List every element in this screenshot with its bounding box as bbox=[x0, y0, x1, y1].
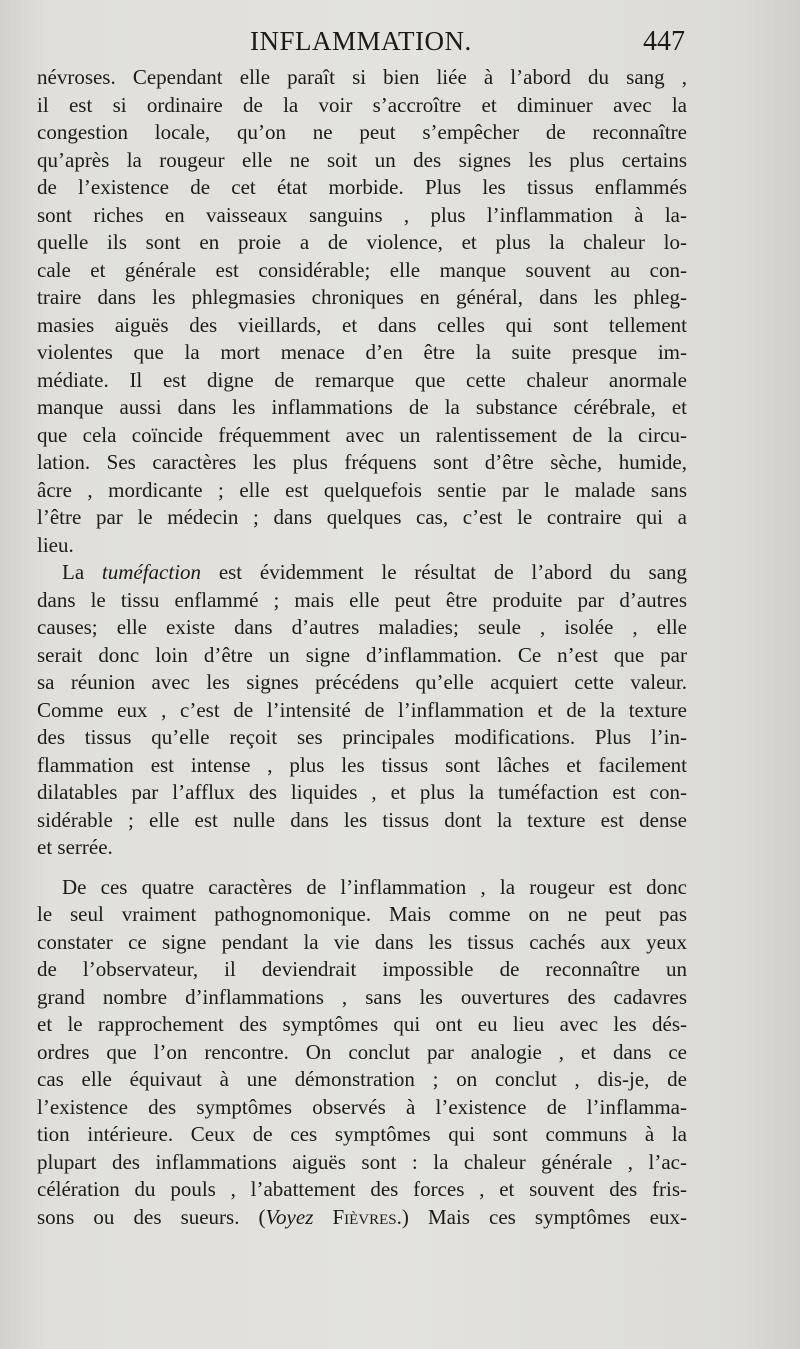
text-line: des tissus qu’elle reçoit ses principales modifications. Plus l’in- bbox=[37, 725, 687, 749]
text-line: sidérable ; elle est nulle dans les tissus dont la texture est dense bbox=[37, 807, 687, 832]
text-line: névroses. Cependant elle paraît si bien liée à l’abord du sang , bbox=[37, 65, 687, 89]
text-line: que cela coïncide fréquemment avec un ralentissement de la circu- bbox=[37, 422, 687, 447]
text-line: serait donc loin d’être un signe d’inflammation. Ce n’est que par bbox=[37, 642, 687, 667]
text-line: De ces quatre caractères de l’inflammation , la rougeur est donc bbox=[62, 874, 687, 899]
text-line: l’être par le médecin ; dans quelques cas, c’est le contraire qui a bbox=[37, 505, 687, 529]
text-line: ordres que l’on rencontre. On conclut par analogie , et dans ce bbox=[37, 1039, 687, 1064]
text-line: il est si ordinaire de la voir s’accroître et diminuer avec la bbox=[37, 92, 687, 117]
cross-reference-fievres: Fièvres. bbox=[332, 1204, 402, 1229]
paragraph-gap bbox=[37, 862, 687, 874]
text-line: constater ce signe pendant la vie dans les tissus cachés aux yeux bbox=[37, 929, 687, 954]
body-text bbox=[37, 64, 687, 1231]
text-line: tion intérieure. Ceux de ces symptômes qui sont communs à la bbox=[37, 1122, 687, 1146]
text-line: lation. Ses caractères les plus fréquens sont d’être sèche, humide, bbox=[37, 450, 687, 474]
text-line: flammation est intense , plus les tissus sont lâches et facilement bbox=[37, 752, 687, 777]
running-title: INFLAMMATION. bbox=[250, 26, 472, 56]
emphasis-tumefaction: tuméfaction bbox=[101, 560, 202, 584]
text-line: masies aiguës des vieillards, et dans celles qui sont tellement bbox=[37, 312, 687, 337]
text-line: et le rapprochement des symptômes qui ont eu lieu avec les dés- bbox=[37, 1012, 687, 1036]
text-line: traire dans les phlegmasies chroniques en général, dans les phleg- bbox=[37, 285, 687, 309]
text-line: sa réunion avec les signes précédens qu’elle acquiert cette valeur. bbox=[37, 670, 687, 694]
page-number: 447 bbox=[643, 26, 685, 57]
text-line: médiate. Il est digne de remarque que cette chaleur anormale bbox=[37, 367, 687, 392]
text-line: de l’observateur, il deviendrait impossible de reconnaître un bbox=[37, 957, 687, 981]
para-lead-word: La bbox=[62, 560, 85, 584]
line-end: ) Mais ces symptômes eux- bbox=[401, 1204, 687, 1229]
text-line: sont riches en vaisseaux sanguins , plus l’inflammation à la- bbox=[37, 202, 687, 227]
text-line: dans le tissu enflammé ; mais elle peut être produite par d’autres bbox=[37, 587, 687, 612]
text-line: le seul vraiment pathognomonique. Mais comme on ne peut pas bbox=[37, 902, 687, 926]
text-line bbox=[37, 1204, 687, 1232]
text-line: causes; elle existe dans d’autres maladies; seule , isolée , elle bbox=[37, 615, 687, 639]
text-line: dilatables par l’afflux des liquides , et plus la tuméfaction est con- bbox=[37, 780, 687, 804]
text-line: violentes que la mort menace d’en être la suite presque im- bbox=[37, 340, 687, 364]
text-line: cale et générale est considérable; elle manque souvent au con- bbox=[37, 257, 687, 282]
text-line: célération du pouls , l’abattement des forces , et souvent des fris- bbox=[37, 1177, 687, 1201]
text-line: l’existence des symptômes observés à l’existence de l’inflamma- bbox=[37, 1094, 687, 1119]
line-start: sons ou des sueurs. ( bbox=[37, 1204, 266, 1229]
text-line: grand nombre d’inflammations , sans les ouvertures des cadavres bbox=[37, 984, 687, 1009]
text-line: âcre , mordicante ; elle est quelquefois sentie par le malade sans bbox=[37, 477, 687, 502]
page-header bbox=[0, 26, 800, 66]
text-line: cas elle équivaut à une démonstration ; on conclut , dis-je, de bbox=[37, 1067, 687, 1091]
text-line: de l’existence de cet état morbide. Plus les tissus enflammés bbox=[37, 175, 687, 199]
text-line: et serrée. bbox=[37, 835, 113, 859]
text-line: qu’après la rougeur elle ne soit un des signes les plus certains bbox=[37, 147, 687, 172]
cross-reference-voyez: Voyez bbox=[265, 1204, 314, 1229]
text-line: congestion locale, qu’on ne peut s’empêcher de reconnaître bbox=[37, 120, 687, 144]
line-rest: est évidemment le résultat de l’abord du sang bbox=[218, 560, 688, 584]
text-line: plupart des inflammations aiguës sont : la chaleur générale , l’ac- bbox=[37, 1149, 687, 1174]
text-line: Comme eux , c’est de l’intensité de l’inflammation et de la texture bbox=[37, 697, 687, 722]
text-line bbox=[37, 559, 687, 587]
text-line: manque aussi dans les inflammations de la substance cérébrale, et bbox=[37, 395, 687, 419]
text-line: lieu. bbox=[37, 532, 74, 557]
text-line: quelle ils sont en proie a de violence, et plus la chaleur lo- bbox=[37, 230, 687, 254]
